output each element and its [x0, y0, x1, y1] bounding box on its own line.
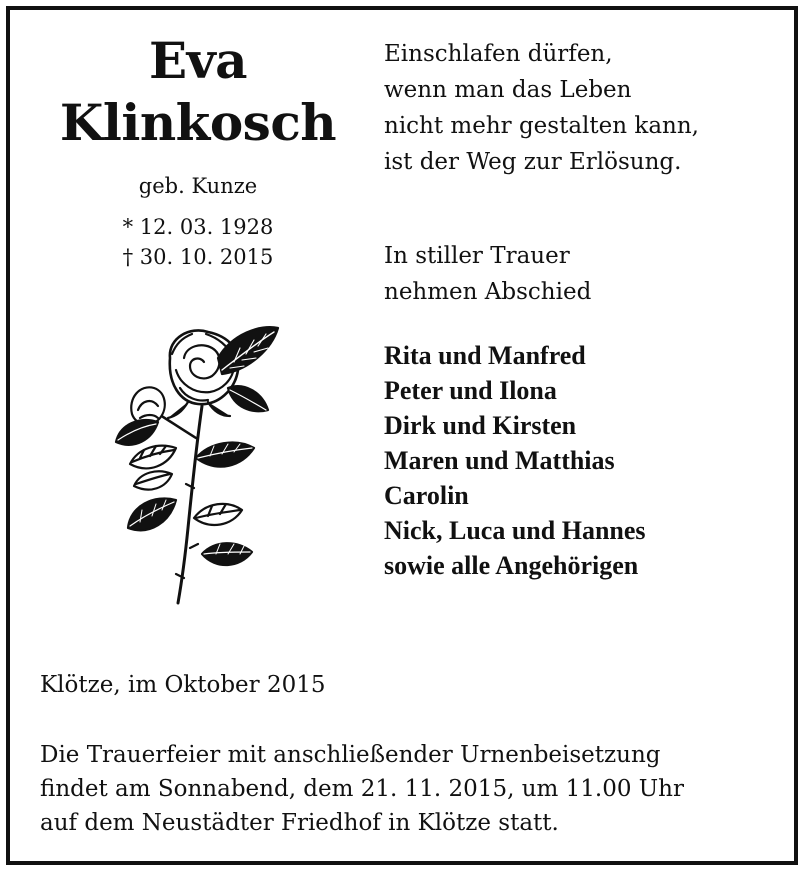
family-list	[384, 338, 784, 583]
family-member: sowie alle Angehörigen	[384, 551, 639, 580]
last-name: Klinkosch	[59, 93, 337, 152]
mourning-text	[384, 238, 784, 310]
first-name: Eva	[148, 31, 248, 90]
maiden-name: geb. Kunze	[138, 174, 258, 198]
mourning-line: nehmen Abschied	[384, 279, 592, 305]
life-dates	[28, 212, 368, 272]
family-member: Carolin	[384, 481, 469, 510]
place-date: Klötze, im Oktober 2015	[40, 672, 326, 698]
verse-line: Einschlafen dürfen,	[384, 41, 613, 67]
family-member: Nick, Luca und Hannes	[384, 516, 646, 545]
death-date: † 30. 10. 2015	[122, 245, 274, 269]
funeral-info	[40, 738, 790, 840]
deceased-block	[28, 30, 368, 272]
verse-line: wenn man das Leben	[384, 77, 632, 103]
verse-line: ist der Weg zur Erlösung.	[384, 149, 682, 175]
funeral-line: Die Trauerfeier mit anschließender Urnenbeisetzung	[40, 742, 661, 768]
family-member: Maren und Matthias	[384, 446, 615, 475]
birth-date: * 12. 03. 1928	[122, 215, 274, 239]
family-member: Peter und Ilona	[384, 376, 557, 405]
text-block	[384, 36, 784, 583]
funeral-line: findet am Sonnabend, dem 21. 11. 2015, um 11.00 Uhr	[40, 776, 684, 802]
rose-icon	[110, 318, 285, 608]
mourning-line: In stiller Trauer	[384, 243, 570, 269]
family-member: Dirk und Kirsten	[384, 411, 577, 440]
funeral-line: auf dem Neustädter Friedhof in Klötze statt.	[40, 810, 559, 836]
obituary-notice	[6, 6, 798, 865]
family-member: Rita und Manfred	[384, 341, 586, 370]
verse-line: nicht mehr gestalten kann,	[384, 113, 699, 139]
verse	[384, 36, 784, 180]
